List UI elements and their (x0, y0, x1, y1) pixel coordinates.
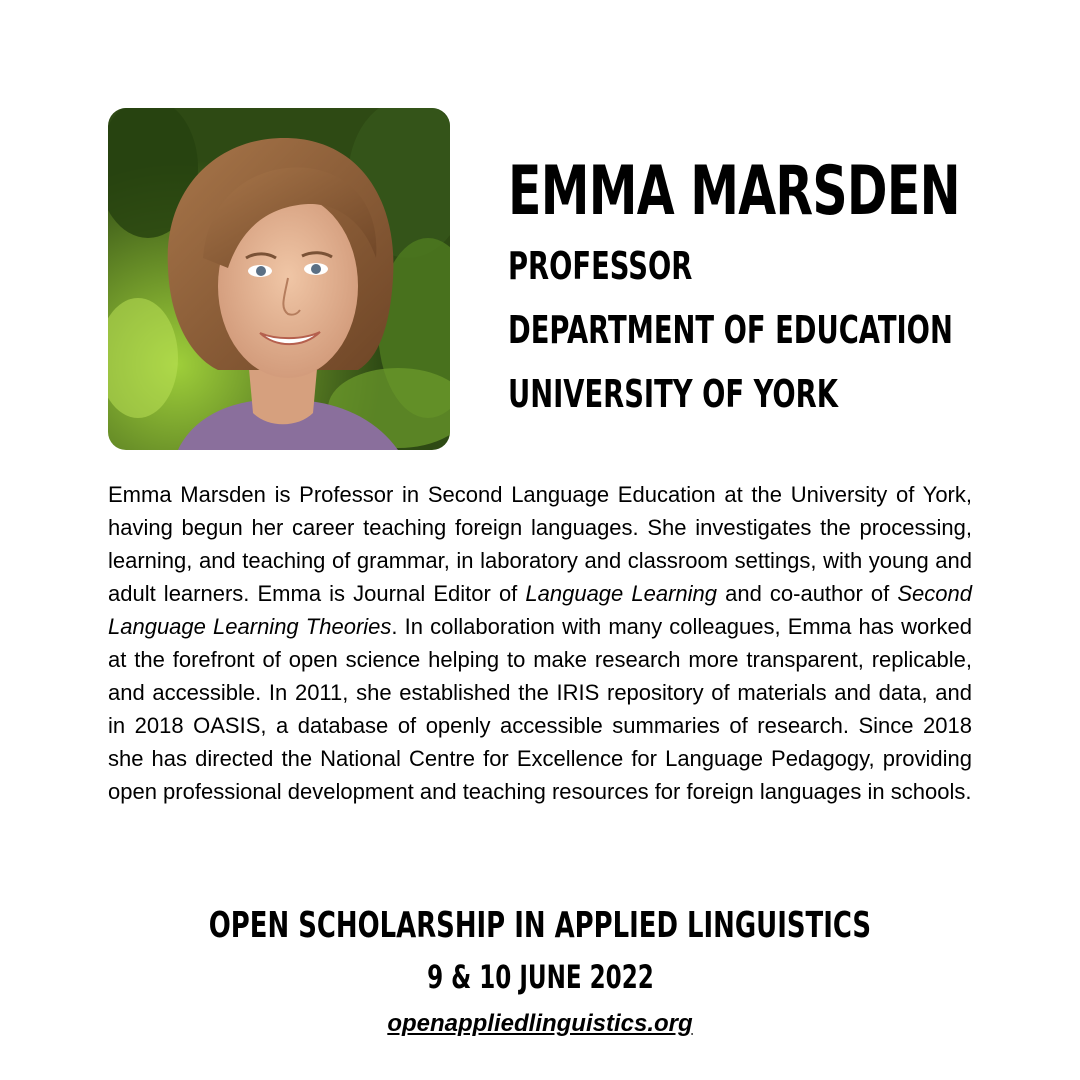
bio-text: . In collaboration with many colleagues, Emma has worked at the forefront of open science helping to make research more transparent, replicable, and accessible. In 2011, she established the IRIS repository of materials and data, and in 2018 OASIS, a database of openly accessible summaries of research. Since 2018 she has directed the National Centre for Excellence for Language Pedagogy, providing open professional development and teaching resources for foreign languages in schools. (108, 614, 972, 804)
speaker-title: PROFESSOR (508, 244, 693, 288)
speaker-header (508, 150, 1048, 426)
bio-journal-title: Language Learning (525, 581, 717, 606)
speaker-department: DEPARTMENT OF EDUCATION (508, 308, 953, 352)
event-website-link[interactable]: openappliedlinguistics.org (387, 1010, 693, 1037)
event-info (0, 900, 1080, 1046)
bio-book-title: Second Language Learning Theories (108, 581, 972, 639)
speaker-photo (108, 108, 450, 450)
speaker-institution: UNIVERSITY OF YORK (508, 372, 838, 416)
event-title: OPEN SCHOLARSHIP IN APPLIED LINGUISTICS (208, 905, 872, 946)
bio-text: Emma Marsden is Professor in Second Language Education at the University of York, having begun her career teaching foreign languages. She investigates the processing, learning, and teaching of grammar, in laboratory and classroom settings, with young and adult learners. Emma is Journal Editor of (108, 482, 972, 606)
bio-text: and co-author of (717, 581, 898, 606)
speaker-name: EMMA MARSDEN (508, 152, 960, 231)
event-dates: 9 & 10 JUNE 2022 (426, 958, 654, 996)
speaker-bio (108, 478, 972, 808)
